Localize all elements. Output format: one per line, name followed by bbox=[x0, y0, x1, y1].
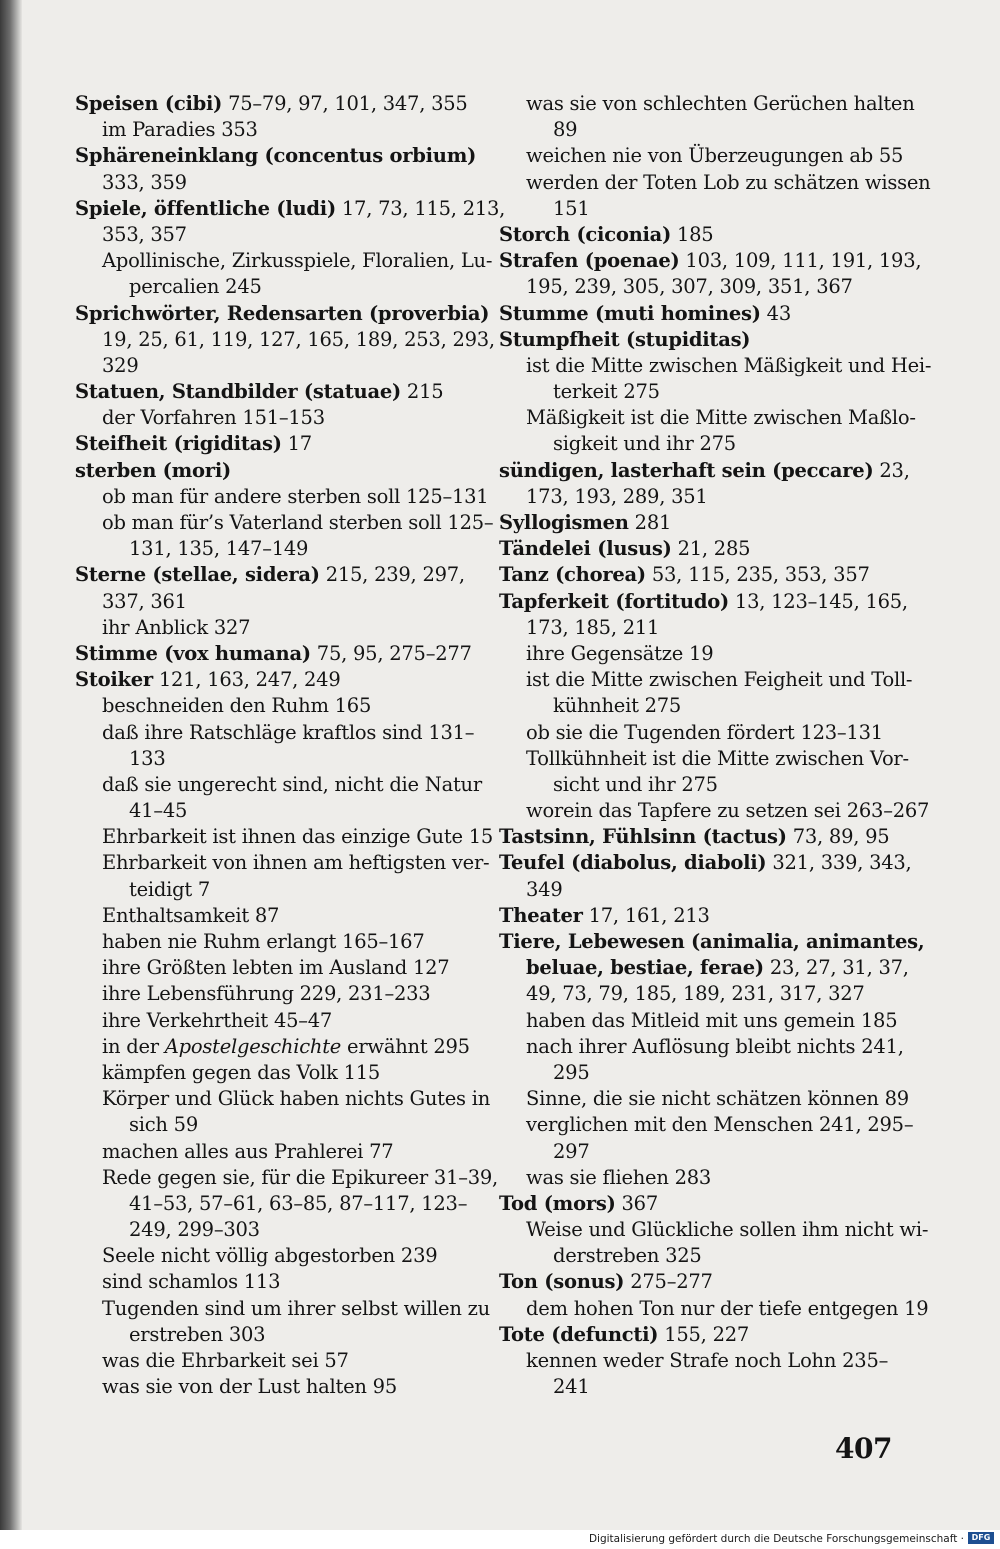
index-subentry bbox=[75, 1165, 499, 1191]
index-entry bbox=[75, 458, 480, 484]
entry-text: 41–53, 57–61, 63–85, 87–117, 123– bbox=[129, 1191, 468, 1215]
index-subentry bbox=[75, 327, 495, 353]
entry-text: 249, 299–303 bbox=[129, 1218, 260, 1242]
entry-term: sündigen, lasterhaft sein (peccare) bbox=[499, 458, 874, 482]
entry-text: 297 bbox=[553, 1139, 590, 1163]
index-entry bbox=[499, 903, 899, 929]
index-entry bbox=[499, 458, 910, 484]
entry-text: was sie von der Lust halten 95 bbox=[102, 1375, 397, 1399]
entry-text: 17, 73, 115, 213, bbox=[335, 196, 506, 220]
entry-term: Tanz (chorea) bbox=[499, 563, 646, 587]
entry-term: Tändelei (lusus) bbox=[499, 537, 672, 561]
index-entry bbox=[75, 143, 480, 169]
index-entry bbox=[499, 536, 899, 562]
entry-term: Ton (sonus) bbox=[499, 1270, 625, 1294]
entry-text: was die Ehrbarkeit sei 57 bbox=[102, 1349, 349, 1372]
index-subentry bbox=[75, 903, 480, 929]
entry-text: ist die Mitte zwischen Feigheit und Toll- bbox=[526, 668, 913, 692]
index-subentry bbox=[75, 117, 480, 143]
entry-text: was sie von schlechten Gerüchen halten bbox=[526, 92, 915, 115]
index-subentry bbox=[75, 1086, 491, 1112]
index-subentry bbox=[499, 981, 899, 1007]
entry-text: 121, 163, 247, 249 bbox=[152, 668, 341, 692]
entry-text: 155, 227 bbox=[658, 1322, 750, 1346]
index-subentry bbox=[75, 248, 493, 274]
entry-text: 195, 239, 305, 307, 309, 351, 367 bbox=[526, 275, 853, 299]
entry-text: Tugenden sind um ihrer selbst willen zu bbox=[102, 1296, 490, 1320]
entry-text: 337, 361 bbox=[102, 589, 187, 613]
index-entry bbox=[499, 850, 912, 876]
entry-text: 353, 357 bbox=[102, 222, 187, 246]
index-subentry bbox=[499, 772, 899, 798]
index-subentry bbox=[499, 1008, 899, 1034]
entry-term: Stumpfheit (stupiditas) bbox=[499, 327, 751, 351]
entry-text: 41–45 bbox=[129, 799, 188, 823]
index-subentry bbox=[75, 1243, 480, 1269]
entry-text: was sie fliehen 283 bbox=[526, 1165, 712, 1189]
entry-text: 75–79, 97, 101, 347, 355 bbox=[222, 92, 468, 115]
index-subentry bbox=[499, 877, 899, 903]
entry-term: Syllogismen bbox=[499, 511, 629, 534]
entry-term: Spiele, öffentliche (ludi) bbox=[75, 196, 336, 220]
index-subentry bbox=[499, 955, 909, 981]
index-entry bbox=[499, 1322, 899, 1348]
entry-text: 133 bbox=[129, 746, 166, 770]
index-subentry bbox=[75, 1217, 480, 1243]
index-subentry bbox=[75, 955, 480, 981]
index-subentry bbox=[75, 484, 489, 510]
entry-text: daß ihre Ratschläge kraftlos sind 131– bbox=[102, 720, 475, 744]
entry-text: Enthaltsamkeit 87 bbox=[102, 903, 280, 927]
entry-text: Seele nicht völlig abgestorben 239 bbox=[102, 1244, 438, 1268]
index-entry bbox=[75, 641, 480, 667]
index-subentry bbox=[75, 274, 480, 300]
index-subentry bbox=[75, 1348, 480, 1374]
entry-term: Theater bbox=[499, 903, 583, 927]
index-entry bbox=[75, 301, 490, 327]
index-entry bbox=[499, 824, 899, 850]
entry-text: ob man für andere sterben soll 125–131 bbox=[102, 484, 489, 508]
entry-text: Rede gegen sie, für die Epikureer 31–39, bbox=[102, 1165, 499, 1189]
entry-text: 281 bbox=[628, 511, 672, 534]
index-subentry bbox=[75, 929, 480, 955]
entry-text: teidigt 7 bbox=[129, 877, 211, 901]
index-entry bbox=[499, 222, 899, 248]
entry-term: Tod (mors) bbox=[499, 1191, 616, 1215]
entry-text: 215 bbox=[400, 380, 444, 404]
index-subentry bbox=[75, 222, 480, 248]
entry-term: Stumme (muti homines) bbox=[499, 301, 761, 325]
entry-text: ihre Verkehrtheit 45–47 bbox=[102, 1008, 333, 1032]
index-subentry bbox=[75, 1269, 480, 1295]
index-subentry bbox=[499, 1296, 929, 1322]
index-subentry bbox=[499, 170, 931, 196]
entry-text: kennen weder Strafe noch Lohn 235– bbox=[526, 1349, 889, 1372]
entry-text: beschneiden den Ruhm 165 bbox=[102, 694, 372, 718]
index-subentry bbox=[499, 1165, 899, 1191]
index-subentry bbox=[499, 1034, 904, 1060]
entry-text: 23, bbox=[873, 458, 910, 482]
entry-text: 349 bbox=[526, 877, 563, 901]
entry-text: terkeit 275 bbox=[553, 380, 660, 404]
index-entry bbox=[75, 196, 506, 222]
dfg-logo: DFG bbox=[968, 1532, 994, 1544]
entry-term: Tote (defuncti) bbox=[499, 1322, 659, 1346]
footer-credit: Digitalisierung gefördert durch die Deutsche Forschungsgemeinschaft · bbox=[588, 1533, 964, 1545]
index-subentry bbox=[499, 1217, 929, 1243]
book-spine-shadow bbox=[0, 0, 22, 1549]
index-subentry bbox=[75, 798, 480, 824]
entry-term: Speisen (cibi) bbox=[75, 92, 223, 115]
index-subentry bbox=[75, 1374, 480, 1400]
index-subentry bbox=[75, 510, 494, 536]
index-subentry bbox=[499, 693, 899, 719]
entry-text: 75, 95, 275–277 bbox=[310, 641, 472, 665]
entry-text: kühnheit 275 bbox=[553, 694, 682, 718]
entry-text: 329 bbox=[102, 353, 139, 377]
entry-text: ihre Gegensätze 19 bbox=[526, 641, 714, 665]
entry-text: ist die Mitte zwischen Mäßigkeit und Hei- bbox=[526, 353, 932, 377]
entry-text: derstreben 325 bbox=[553, 1244, 702, 1268]
index-entry bbox=[75, 562, 480, 588]
entry-term: Teufel (diabolus, diaboli) bbox=[499, 851, 767, 875]
entry-text: haben nie Ruhm erlangt 165–167 bbox=[102, 930, 425, 953]
entry-term: Stimme (vox humana) bbox=[75, 641, 311, 665]
entry-text: 89 bbox=[553, 118, 578, 142]
entry-term: Sprichwörter, Redensarten (proverbia) bbox=[75, 301, 490, 325]
index-subentry bbox=[75, 877, 480, 903]
entry-text: 49, 73, 79, 185, 189, 231, 317, 327 bbox=[526, 982, 865, 1006]
index-subentry bbox=[75, 1296, 490, 1322]
entry-text: machen alles aus Prahlerei 77 bbox=[102, 1139, 394, 1163]
entry-text: Sinne, die sie nicht schätzen können 89 bbox=[526, 1087, 909, 1111]
index-subentry bbox=[75, 746, 480, 772]
index-subentry bbox=[75, 772, 480, 798]
index-subentry bbox=[499, 196, 899, 222]
index-subentry bbox=[75, 615, 480, 641]
index-subentry bbox=[499, 746, 909, 772]
entry-text: Apollinische, Zirkusspiele, Floralien, Lu- bbox=[102, 249, 493, 273]
entry-text: ob sie die Tugenden fördert 123–131 bbox=[526, 720, 883, 744]
index-subentry bbox=[499, 1060, 899, 1086]
index-subentry bbox=[499, 91, 915, 117]
index-subentry bbox=[75, 1060, 480, 1086]
index-subentry bbox=[499, 1139, 899, 1165]
index-subentry bbox=[499, 1348, 899, 1374]
index-subentry bbox=[499, 1243, 899, 1269]
entry-text: Ehrbarkeit von ihnen am heftigsten ver- bbox=[102, 851, 490, 875]
entry-text: haben das Mitleid mit uns gemein 185 bbox=[526, 1008, 898, 1032]
index-subentry bbox=[499, 798, 930, 824]
index-subentry bbox=[75, 720, 480, 746]
entry-term: beluae, bestiae, ferae) bbox=[526, 956, 764, 980]
entry-text: Ehrbarkeit ist ihnen das einzige Gute 15 bbox=[102, 825, 494, 849]
index-entry bbox=[75, 91, 480, 117]
index-subentry bbox=[75, 1139, 480, 1165]
entry-text: erstreben 303 bbox=[129, 1322, 266, 1346]
entry-text: 53, 115, 235, 353, 357 bbox=[645, 563, 870, 587]
entry-term: Tiere, Lebewesen (animalia, animantes, bbox=[499, 930, 925, 953]
index-subentry bbox=[499, 1374, 899, 1400]
entry-text: ihr Anblick 327 bbox=[102, 615, 251, 639]
index-subentry bbox=[75, 981, 480, 1007]
entry-text: sind schamlos 113 bbox=[102, 1270, 281, 1294]
index-entry bbox=[499, 589, 908, 615]
index-subentry bbox=[499, 431, 899, 457]
entry-text: 21, 285 bbox=[671, 537, 751, 561]
index-entry bbox=[499, 327, 899, 353]
index-entry bbox=[75, 431, 480, 457]
entry-term: Sterne (stellae, sidera) bbox=[75, 563, 320, 587]
index-entry bbox=[499, 1191, 899, 1217]
entry-text: 333, 359 bbox=[102, 170, 187, 194]
entry-text: 17, 161, 213 bbox=[582, 903, 710, 927]
entry-text: sigkeit und ihr 275 bbox=[553, 432, 736, 456]
index-subentry bbox=[75, 405, 480, 431]
entry-text: 173, 185, 211 bbox=[526, 615, 660, 639]
entry-text: 185 bbox=[671, 222, 714, 246]
index-subentry bbox=[75, 1191, 480, 1217]
index-column-right bbox=[499, 91, 932, 1400]
entry-text: 131, 135, 147–149 bbox=[129, 537, 309, 561]
entry-text: 17 bbox=[281, 432, 312, 456]
index-subentry bbox=[75, 1112, 480, 1138]
entry-text: 23, 27, 31, 37, bbox=[763, 956, 909, 980]
entry-text: percalien 245 bbox=[129, 275, 262, 299]
entry-text: 321, 339, 343, bbox=[766, 851, 912, 875]
index-subentry bbox=[75, 589, 480, 615]
entry-italic-text: Apostelgeschichte bbox=[164, 1034, 342, 1058]
page-number: 407 bbox=[835, 1432, 892, 1465]
entry-text: sich 59 bbox=[129, 1113, 198, 1137]
entry-text: sicht und ihr 275 bbox=[553, 772, 718, 796]
index-subentry bbox=[499, 615, 899, 641]
index-subentry bbox=[499, 1112, 914, 1138]
entry-term: Storch (ciconia) bbox=[499, 222, 672, 246]
index-entry bbox=[499, 1269, 899, 1295]
entry-term: Statuen, Standbilder (statuae) bbox=[75, 380, 401, 404]
index-subentry bbox=[499, 405, 916, 431]
index-subentry bbox=[75, 850, 490, 876]
index-subentry bbox=[499, 274, 899, 300]
index-subentry bbox=[499, 353, 932, 379]
index-entry bbox=[75, 667, 480, 693]
entry-text: 151 bbox=[553, 196, 590, 220]
index-entry bbox=[75, 379, 480, 405]
index-subentry bbox=[499, 117, 899, 143]
entry-term: Steifheit (rigiditas) bbox=[75, 432, 282, 456]
entry-text: 215, 239, 297, bbox=[319, 563, 465, 587]
entry-text: Mäßigkeit ist die Mitte zwischen Maßlo- bbox=[526, 406, 916, 430]
entry-text: 103, 109, 111, 191, 193, bbox=[679, 249, 922, 273]
index-subentry bbox=[75, 170, 480, 196]
entry-text: 43 bbox=[760, 301, 791, 325]
index-subentry bbox=[499, 641, 899, 667]
entry-text: worein das Tapfere zu setzen sei 263–267 bbox=[526, 799, 930, 823]
index-subentry bbox=[75, 1034, 480, 1060]
entry-text: 13, 123–145, 165, bbox=[728, 589, 908, 613]
entry-term: Tapferkeit (fortitudo) bbox=[499, 589, 729, 613]
index-entry bbox=[499, 301, 899, 327]
entry-text: Tollkühnheit ist die Mitte zwischen Vor- bbox=[526, 746, 909, 770]
index-entry bbox=[499, 248, 922, 274]
entry-text: ihre Lebensführung 229, 231–233 bbox=[102, 982, 431, 1006]
entry-text: 275–277 bbox=[624, 1270, 713, 1294]
entry-term: Stoiker bbox=[75, 668, 153, 692]
index-subentry bbox=[75, 1008, 480, 1034]
index-subentry bbox=[499, 143, 904, 169]
index-subentry bbox=[75, 693, 480, 719]
index-entry bbox=[499, 562, 899, 588]
entry-text: verglichen mit den Menschen 241, 295– bbox=[526, 1113, 914, 1137]
entry-text: in der bbox=[102, 1034, 165, 1058]
entry-term: Sphäreneinklang (concentus orbium) bbox=[75, 144, 477, 168]
index-subentry bbox=[75, 1322, 480, 1348]
entry-term: Tastsinn, Fühlsinn (tactus) bbox=[499, 825, 787, 849]
entry-text: im Paradies 353 bbox=[102, 118, 258, 142]
entry-text: Körper und Glück haben nichts Gutes in bbox=[102, 1087, 491, 1111]
entry-text: erwähnt 295 bbox=[341, 1034, 470, 1058]
entry-text: daß sie ungerecht sind, nicht die Natur bbox=[102, 772, 482, 796]
entry-text: 19, 25, 61, 119, 127, 165, 189, 253, 293, bbox=[102, 327, 495, 351]
index-subentry bbox=[75, 353, 480, 379]
index-subentry bbox=[499, 720, 899, 746]
entry-text: 241 bbox=[553, 1375, 590, 1399]
entry-term: Strafen (poenae) bbox=[499, 249, 680, 273]
entry-text: weichen nie von Überzeugungen ab 55 bbox=[526, 144, 904, 168]
index-subentry bbox=[499, 379, 899, 405]
entry-text: 173, 193, 289, 351 bbox=[526, 484, 708, 508]
entry-text: nach ihrer Auflösung bleibt nichts 241, bbox=[526, 1034, 904, 1058]
index-subentry bbox=[75, 824, 494, 850]
entry-term: sterben (mori) bbox=[75, 458, 231, 482]
entry-text: 73, 89, 95 bbox=[786, 825, 890, 849]
index-column-left bbox=[75, 91, 506, 1400]
entry-text: werden der Toten Lob zu schätzen wissen bbox=[526, 170, 931, 194]
entry-text: dem hohen Ton nur der tiefe entgegen 19 bbox=[526, 1296, 929, 1320]
index-entry bbox=[499, 510, 899, 536]
entry-text: 367 bbox=[615, 1191, 658, 1215]
entry-text: ob man für’s Vaterland sterben soll 125– bbox=[102, 511, 494, 534]
index-entry bbox=[499, 929, 925, 955]
index-subentry bbox=[499, 1086, 909, 1112]
index-subentry bbox=[499, 667, 913, 693]
entry-text: kämpfen gegen das Volk 115 bbox=[102, 1060, 381, 1084]
index-subentry bbox=[499, 484, 899, 510]
entry-text: der Vorfahren 151–153 bbox=[102, 406, 325, 430]
entry-text: 295 bbox=[553, 1060, 590, 1084]
index-subentry bbox=[75, 536, 480, 562]
entry-text: Weise und Glückliche sollen ihm nicht wi- bbox=[526, 1218, 929, 1242]
entry-text: ihre Größten lebten im Ausland 127 bbox=[102, 956, 450, 980]
